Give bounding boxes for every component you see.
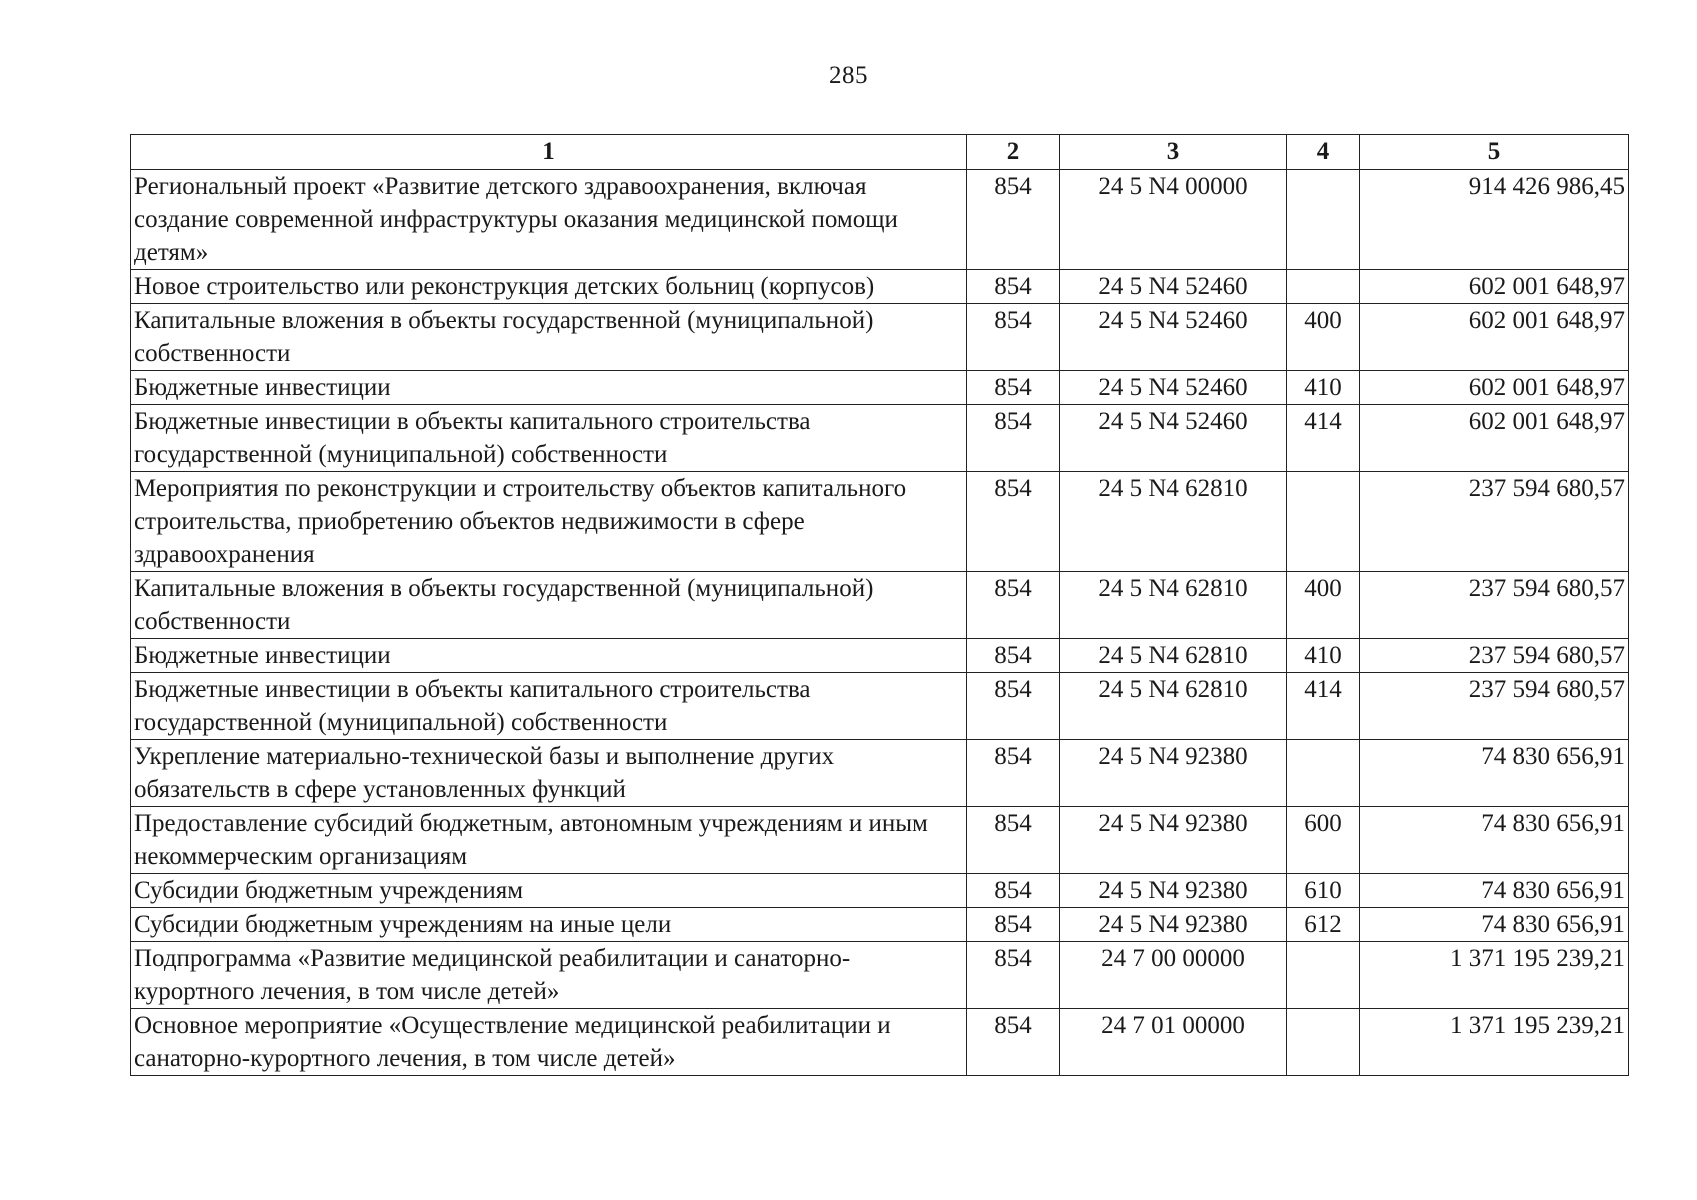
row-target-article-cell: 24 5 N4 62810	[1060, 472, 1287, 572]
row-code-cell: 854	[967, 874, 1060, 908]
row-expense-type-cell: 400	[1287, 304, 1360, 371]
row-target-article-cell: 24 7 00 00000	[1060, 942, 1287, 1009]
row-amount-cell: 602 001 648,97	[1360, 405, 1629, 472]
row-code-cell: 854	[967, 673, 1060, 740]
budget-table	[130, 134, 1629, 1076]
table-row	[131, 572, 1629, 639]
row-expense-type-cell: 600	[1287, 807, 1360, 874]
row-name-cell: Субсидии бюджетным учреждениям	[131, 874, 967, 908]
row-name-cell: Мероприятия по реконструкции и строительству объектов капитального строительства, приобретению объектов недвижимости в сфере здравоохранения	[131, 472, 967, 572]
row-target-article-cell: 24 5 N4 92380	[1060, 874, 1287, 908]
row-amount-cell: 602 001 648,97	[1360, 371, 1629, 405]
row-name-cell: Региональный проект «Развитие детского здравоохранения, включая создание современной инфраструктуры оказания медицинской помощи детям»	[131, 170, 967, 270]
row-code-cell: 854	[967, 572, 1060, 639]
row-name-cell: Капитальные вложения в объекты государственной (муниципальной) собственности	[131, 572, 967, 639]
row-expense-type-cell	[1287, 170, 1360, 270]
row-amount-cell: 74 830 656,91	[1360, 807, 1629, 874]
row-name-cell: Бюджетные инвестиции в объекты капитального строительства государственной (муниципальной) собственности	[131, 673, 967, 740]
row-name-cell: Новое строительство или реконструкция детских больниц (корпусов)	[131, 270, 967, 304]
table-row	[131, 673, 1629, 740]
row-target-article-cell: 24 5 N4 52460	[1060, 270, 1287, 304]
row-expense-type-cell: 410	[1287, 639, 1360, 673]
table-row	[131, 371, 1629, 405]
table-body	[131, 170, 1629, 1076]
table-row	[131, 908, 1629, 942]
table-row	[131, 807, 1629, 874]
row-amount-cell: 1 371 195 239,21	[1360, 942, 1629, 1009]
row-target-article-cell: 24 7 01 00000	[1060, 1009, 1287, 1076]
row-code-cell: 854	[967, 639, 1060, 673]
row-amount-cell: 74 830 656,91	[1360, 740, 1629, 807]
table-row	[131, 472, 1629, 572]
row-name-cell: Бюджетные инвестиции	[131, 371, 967, 405]
table-row	[131, 1009, 1629, 1076]
row-target-article-cell: 24 5 N4 92380	[1060, 807, 1287, 874]
row-expense-type-cell	[1287, 1009, 1360, 1076]
row-expense-type-cell	[1287, 942, 1360, 1009]
row-target-article-cell: 24 5 N4 52460	[1060, 405, 1287, 472]
row-name-cell: Основное мероприятие «Осуществление медицинской реабилитации и санаторно-курортного лечения, в том числе детей»	[131, 1009, 967, 1076]
row-expense-type-cell: 410	[1287, 371, 1360, 405]
table-row	[131, 639, 1629, 673]
row-amount-cell: 602 001 648,97	[1360, 270, 1629, 304]
table-row	[131, 270, 1629, 304]
column-header-1: 1	[131, 135, 967, 170]
column-header-3: 3	[1060, 135, 1287, 170]
row-code-cell: 854	[967, 1009, 1060, 1076]
table-row	[131, 942, 1629, 1009]
row-expense-type-cell	[1287, 270, 1360, 304]
row-name-cell: Бюджетные инвестиции	[131, 639, 967, 673]
row-target-article-cell: 24 5 N4 00000	[1060, 170, 1287, 270]
row-target-article-cell: 24 5 N4 62810	[1060, 673, 1287, 740]
row-code-cell: 854	[967, 908, 1060, 942]
row-code-cell: 854	[967, 807, 1060, 874]
column-header-2: 2	[967, 135, 1060, 170]
row-expense-type-cell: 612	[1287, 908, 1360, 942]
row-amount-cell: 237 594 680,57	[1360, 572, 1629, 639]
row-code-cell: 854	[967, 405, 1060, 472]
row-code-cell: 854	[967, 304, 1060, 371]
row-target-article-cell: 24 5 N4 92380	[1060, 908, 1287, 942]
row-name-cell: Предоставление субсидий бюджетным, автономным учреждениям и иным некоммерческим организациям	[131, 807, 967, 874]
table-row	[131, 740, 1629, 807]
row-code-cell: 854	[967, 270, 1060, 304]
row-target-article-cell: 24 5 N4 92380	[1060, 740, 1287, 807]
column-header-4: 4	[1287, 135, 1360, 170]
row-amount-cell: 74 830 656,91	[1360, 908, 1629, 942]
row-amount-cell: 237 594 680,57	[1360, 472, 1629, 572]
row-expense-type-cell: 414	[1287, 673, 1360, 740]
page-number: 285	[829, 62, 868, 89]
row-amount-cell: 237 594 680,57	[1360, 639, 1629, 673]
row-amount-cell: 74 830 656,91	[1360, 874, 1629, 908]
row-amount-cell: 602 001 648,97	[1360, 304, 1629, 371]
row-code-cell: 854	[967, 740, 1060, 807]
table-row	[131, 170, 1629, 270]
row-expense-type-cell	[1287, 472, 1360, 572]
row-expense-type-cell: 414	[1287, 405, 1360, 472]
row-amount-cell: 237 594 680,57	[1360, 673, 1629, 740]
row-name-cell: Укрепление материально-технической базы и выполнение других обязательств в сфере установленных функций	[131, 740, 967, 807]
table-row	[131, 405, 1629, 472]
row-target-article-cell: 24 5 N4 62810	[1060, 639, 1287, 673]
row-amount-cell: 1 371 195 239,21	[1360, 1009, 1629, 1076]
column-header-5: 5	[1360, 135, 1629, 170]
row-expense-type-cell: 400	[1287, 572, 1360, 639]
row-code-cell: 854	[967, 472, 1060, 572]
table-row	[131, 304, 1629, 371]
row-amount-cell: 914 426 986,45	[1360, 170, 1629, 270]
row-name-cell: Подпрограмма «Развитие медицинской реабилитации и санаторно-курортного лечения, в том числе детей»	[131, 942, 967, 1009]
row-target-article-cell: 24 5 N4 62810	[1060, 572, 1287, 639]
table-header-row	[131, 135, 1629, 170]
row-target-article-cell: 24 5 N4 52460	[1060, 371, 1287, 405]
row-name-cell: Субсидии бюджетным учреждениям на иные цели	[131, 908, 967, 942]
table-row	[131, 874, 1629, 908]
row-code-cell: 854	[967, 942, 1060, 1009]
row-name-cell: Бюджетные инвестиции в объекты капитального строительства государственной (муниципальной) собственности	[131, 405, 967, 472]
row-target-article-cell: 24 5 N4 52460	[1060, 304, 1287, 371]
row-expense-type-cell	[1287, 740, 1360, 807]
row-code-cell: 854	[967, 170, 1060, 270]
row-expense-type-cell: 610	[1287, 874, 1360, 908]
row-name-cell: Капитальные вложения в объекты государственной (муниципальной) собственности	[131, 304, 967, 371]
row-code-cell: 854	[967, 371, 1060, 405]
